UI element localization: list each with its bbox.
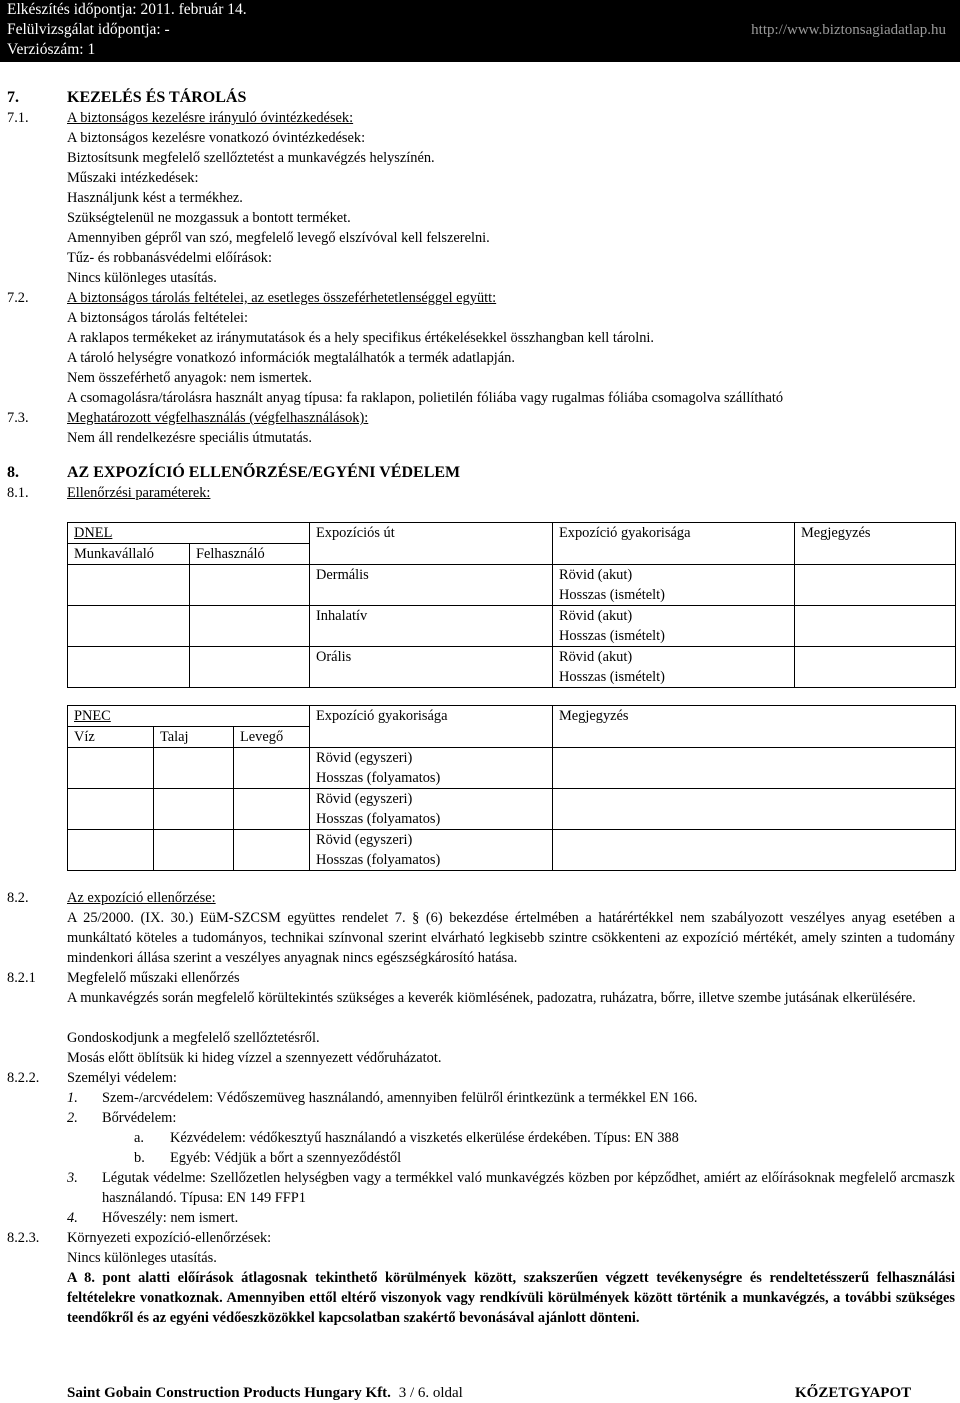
list-number: 4. <box>67 1210 78 1226</box>
list-letter: a. <box>134 1130 144 1146</box>
table-cell <box>68 830 154 871</box>
table-row <box>68 606 956 647</box>
footer-company: Saint Gobain Construction Products Hungary Kft. <box>67 1385 391 1401</box>
version-number: Verziószám: 1 <box>7 41 96 58</box>
frequency-cell <box>310 789 553 830</box>
frequency-long: Hosszas (folyamatos) <box>316 811 441 827</box>
frequency-long: Hosszas (ismételt) <box>559 587 665 603</box>
section-8-2-3-title: Környezeti expozíció-ellenőrzések: <box>67 1230 272 1246</box>
text-line: A biztonságos kezelésre vonatkozó óvintézkedések: <box>67 130 366 146</box>
table-cell <box>68 606 190 647</box>
list-item: Hőveszély: nem ismert. <box>102 1210 239 1226</box>
table-cell <box>553 748 956 789</box>
text-line: A tároló helységre vonatkozó információk megtalálhatók a termék adatlapján. <box>67 350 515 366</box>
table-row <box>68 748 956 789</box>
route-cell: Dermális <box>310 565 553 606</box>
table-cell <box>68 748 154 789</box>
text-line: Tűz- és robbanásvédelmi előírások: <box>67 250 272 266</box>
table-cell <box>553 830 956 871</box>
table-cell <box>234 748 310 789</box>
section-8-1-title: Ellenőrzési paraméterek: <box>67 485 211 501</box>
section-7-1-title: A biztonságos kezelésre irányuló óvintézkedések: <box>67 110 354 126</box>
table-cell <box>68 647 190 688</box>
section-7-2-number: 7.2. <box>7 290 29 306</box>
table-cell <box>68 789 154 830</box>
table-cell <box>190 606 310 647</box>
water-header: Víz <box>68 727 154 748</box>
section-7-1-number: 7.1. <box>7 110 29 126</box>
frequency-long: Hosszas (ismételt) <box>559 669 665 685</box>
section-8-number: 8. <box>7 464 19 481</box>
frequency-cell <box>553 647 795 688</box>
section-8-2-2-title: Személyi védelem: <box>67 1070 177 1086</box>
section-7-number: 7. <box>7 89 19 106</box>
table-cell <box>234 830 310 871</box>
list-item: Bőrvédelem: <box>102 1110 177 1126</box>
section-7-3-number: 7.3. <box>7 410 29 426</box>
footer-product: KŐZETGYAPOT <box>795 1385 912 1401</box>
table-row <box>68 647 956 688</box>
section-8-2-1-number: 8.2.1 <box>7 970 36 986</box>
frequency-header: Expozíció gyakorisága <box>553 523 795 565</box>
frequency-long: Hosszas (folyamatos) <box>316 770 441 786</box>
frequency-short: Rövid (egyszeri) <box>316 832 413 848</box>
frequency-long: Hosszas (ismételt) <box>559 628 665 644</box>
frequency-header: Expozíció gyakorisága <box>310 706 553 748</box>
table-cell <box>795 647 956 688</box>
table-cell <box>234 789 310 830</box>
list-number: 3. <box>67 1170 78 1186</box>
table-cell <box>553 789 956 830</box>
frequency-cell <box>310 748 553 789</box>
section-7-3-title: Meghatározott végfelhasználás (végfelhasználások): <box>67 410 369 426</box>
table-cell <box>154 789 234 830</box>
frequency-long: Hosszas (folyamatos) <box>316 852 441 868</box>
text-line: Biztosítsunk megfelelő szellőztetést a munkavégzés helyszínén. <box>67 150 435 166</box>
table-cell <box>154 748 234 789</box>
table-cell <box>68 565 190 606</box>
text-line: Műszaki intézkedések: <box>67 170 199 186</box>
air-header: Levegő <box>234 727 310 748</box>
list-number: 2. <box>67 1110 78 1126</box>
frequency-short: Rövid (egyszeri) <box>316 750 413 766</box>
route-header: Expozíciós út <box>310 523 553 565</box>
handling-paragraph: A munkavégzés során megfelelő körültekintés szükséges a keverék kiömlésének, padozatra, ruházatra, bőrre, illetve szembe jutásának elkerülésére. <box>67 990 916 1006</box>
section-7-title: KEZELÉS ÉS TÁROLÁS <box>67 89 247 106</box>
footer-page-number: 3 / 6. oldal <box>398 1385 463 1401</box>
text-line: Használjunk kést a termékhez. <box>67 190 243 206</box>
route-cell: Orális <box>310 647 553 688</box>
header-url-link[interactable]: http://www.biztonsagiadatlap.hu <box>751 22 946 38</box>
review-date: Felülvizsgálat időpontja: - <box>7 21 170 38</box>
soil-header: Talaj <box>154 727 234 748</box>
worker-header: Munkavállaló <box>68 544 190 565</box>
list-number: 1. <box>67 1090 78 1106</box>
text-line: Szükségtelenül ne mozgassuk a bontott terméket. <box>67 210 351 226</box>
text-line: Nincs különleges utasítás. <box>67 270 217 286</box>
frequency-cell <box>310 830 553 871</box>
text-line: Nincs különleges utasítás. <box>67 1250 217 1266</box>
section-8-2-title: Az expozíció ellenőrzése: <box>67 890 216 906</box>
frequency-short: Rövid (akut) <box>559 649 633 665</box>
table-cell <box>190 647 310 688</box>
list-item: Egyéb: Védjük a bőrt a szennyeződéstől <box>170 1150 402 1166</box>
text-line: Nem áll rendelkezésre speciális útmutatás. <box>67 430 312 446</box>
note-header: Megjegyzés <box>553 706 956 748</box>
text-line: Gondoskodjunk a megfelelő szellőztetésről. <box>67 1030 320 1046</box>
pnec-table <box>67 705 956 871</box>
table-row <box>68 789 956 830</box>
table-row <box>68 830 956 871</box>
text-line: A csomagolásra/tárolásra használt anyag típusa: fa raklapon, polietilén fóliába vagy rugalmas fóliába csomagolva szállítható <box>67 390 784 406</box>
frequency-cell <box>553 565 795 606</box>
regulation-paragraph: A 25/2000. (IX. 30.) EüM-SZCSM együttes rendelet 7. § (6) bekezdése értelmében a határértékkel nem szabályozott veszélyes anyag esetében a munkáltató köteles a tudományos, technikai színvonal szerint elvárható legkisebb szintre csökkenteni az expozíció mértékét, amely szinten a tudomány mindenkori állása szerint a veszélyes anyagnak nincs egészségkárosító hatása. <box>67 910 955 966</box>
text-line: A raklapos termékeket az iránymutatások és a hely specifikus értékelésekkel összhangban kell tárolni. <box>67 330 655 346</box>
note-header: Megjegyzés <box>795 523 956 565</box>
pnec-header: PNEC <box>68 706 310 727</box>
section-8-title: AZ EXPOZÍCIÓ ELLENŐRZÉSE/EGYÉNI VÉDELEM <box>67 464 461 481</box>
list-item: Kézvédelem: védőkesztyű használandó a viszketés elkerülése érdekében. Típus: EN 388 <box>170 1130 679 1146</box>
section-8-1-number: 8.1. <box>7 485 29 501</box>
table-cell <box>190 565 310 606</box>
route-cell: Inhalatív <box>310 606 553 647</box>
section-8-2-1-title: Megfelelő műszaki ellenőrzés <box>67 970 240 986</box>
table-cell <box>154 830 234 871</box>
user-header: Felhasználó <box>190 544 310 565</box>
text-line: Mosás előtt öblítsük ki hideg vízzel a szennyezett védőruházatot. <box>67 1050 442 1066</box>
section-7-2-title: A biztonságos tárolás feltételei, az esetleges összeférhetetlenséggel együtt: <box>67 290 497 306</box>
prepared-date: Elkészítés időpontja: 2011. február 14. <box>7 1 247 18</box>
text-line: Amennyiben gépről van szó, megfelelő levegő elszívóval kell felszerelni. <box>67 230 490 246</box>
frequency-short: Rövid (akut) <box>559 567 633 583</box>
footer-left <box>67 1383 463 1403</box>
list-item: Légutak védelme: Szellőzetlen helységben vagy a termékkel való munkavégzés közben por képződhet, amiért az előírásoknak megfelelő arcmaszk használandó. Típusa: EN 149 FFP1 <box>102 1170 955 1206</box>
section-8-2-3-number: 8.2.3. <box>7 1230 40 1246</box>
section-8-2-number: 8.2. <box>7 890 29 906</box>
frequency-short: Rövid (egyszeri) <box>316 791 413 807</box>
dnel-table <box>67 522 956 688</box>
table-cell <box>795 606 956 647</box>
list-item: Szem-/arcvédelem: Védőszemüveg használandó, amennyiben felülről érintkezünk a termékkel EN 166. <box>102 1090 698 1106</box>
frequency-short: Rövid (akut) <box>559 608 633 624</box>
bold-notice-paragraph: A 8. pont alatti előírások átlagosnak tekinthető körülmények között, szakszerűen végzett tevékenységre és rendeltetésszerű felhasználási feltételekre vonatkoznak. Amennyiben ettől eltérő viszonyok vagy rendkívüli körülmények között történik a munkavégzés, a további szükséges teendőkről és az egyéni védőeszközökkel kapcsolatban szakértő bevonásával ajánlott dönteni. <box>67 1270 955 1326</box>
table-row <box>68 565 956 606</box>
section-8-2-2-number: 8.2.2. <box>7 1070 40 1086</box>
list-letter: b. <box>134 1150 145 1166</box>
table-cell <box>795 565 956 606</box>
text-line: A biztonságos tárolás feltételei: <box>67 310 249 326</box>
text-line: Nem összeférhető anyagok: nem ismertek. <box>67 370 312 386</box>
frequency-cell <box>553 606 795 647</box>
dnel-header: DNEL <box>68 523 310 544</box>
